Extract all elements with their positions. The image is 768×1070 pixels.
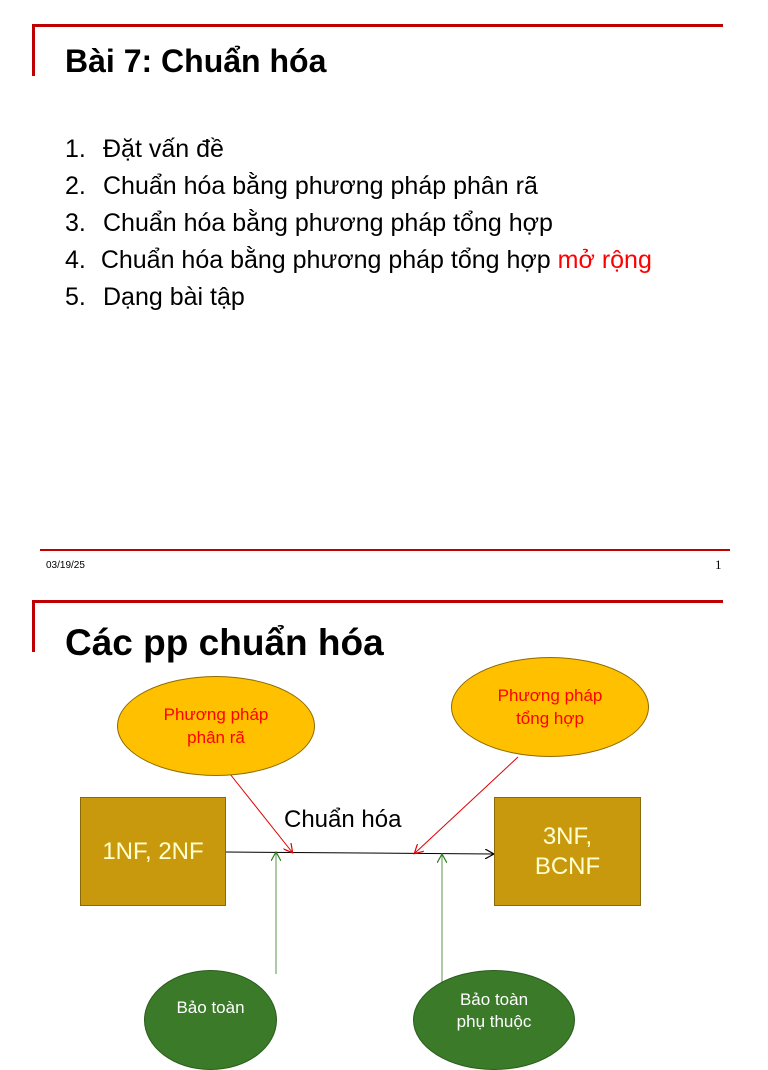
agenda-item bbox=[65, 208, 702, 238]
preserve-right-ellipse bbox=[413, 970, 575, 1070]
agenda-item-text: Chuẩn hóa bằng phương pháp tổng hợp bbox=[100, 246, 551, 274]
preserve-left-line-1: Bảo toàn bbox=[176, 998, 245, 1017]
agenda-item-text: Dạng bài tập bbox=[103, 283, 245, 311]
synthesis-line-1: Phương pháp bbox=[497, 686, 603, 705]
agenda-item bbox=[65, 134, 702, 164]
title-top-rule bbox=[32, 24, 723, 27]
page-number: 1 bbox=[715, 557, 722, 572]
box-3nf-bcnf bbox=[494, 797, 641, 906]
box-3nf-line-2: BCNF bbox=[534, 852, 601, 880]
title-side-rule bbox=[32, 24, 35, 76]
agenda-item-text: Đặt vấn đề bbox=[103, 135, 224, 163]
slide-2 bbox=[0, 582, 768, 1031]
agenda-item bbox=[65, 171, 702, 201]
agenda-item bbox=[65, 282, 702, 312]
agenda-item-number: 3. bbox=[65, 209, 86, 237]
agenda-item-number: 1. bbox=[65, 135, 86, 163]
preserve-right-line-1: Bảo toàn bbox=[459, 990, 529, 1009]
box-1nf-2nf-label: 1NF, 2NF bbox=[102, 837, 204, 865]
agenda-item-highlight: mở rộng bbox=[557, 246, 652, 274]
agenda-item bbox=[65, 245, 702, 275]
agenda-item-text: Chuẩn hóa bằng phương pháp tổng hợp bbox=[103, 209, 553, 237]
box-1nf-2nf bbox=[80, 797, 226, 906]
preserve-right-line-2: phụ thuộc bbox=[456, 1012, 532, 1031]
preserve-left-ellipse bbox=[144, 970, 277, 1070]
agenda-item-number: 2. bbox=[65, 172, 86, 200]
box-3nf-line-1: 3NF, bbox=[542, 822, 593, 850]
footer-rule bbox=[40, 549, 730, 551]
agenda-item-text: Chuẩn hóa bằng phương pháp phân rã bbox=[103, 172, 538, 200]
slide-title: Các pp chuẩn hóa bbox=[65, 622, 384, 663]
footer-date: 03/19/25 bbox=[46, 560, 85, 571]
main-flow-arrow bbox=[226, 852, 493, 854]
agenda-list bbox=[65, 134, 702, 319]
agenda-item-number: 5. bbox=[65, 283, 86, 311]
decompose-line-1: Phương pháp bbox=[163, 705, 269, 724]
synthesis-line-2: tổng hợp bbox=[516, 709, 584, 728]
normalization-label: Chuẩn hóa bbox=[284, 806, 402, 833]
decompose-line-2: phân rã bbox=[187, 728, 245, 747]
synthesis-method-ellipse bbox=[451, 657, 649, 757]
decompose-arrow bbox=[230, 774, 292, 852]
agenda-item-number: 4. bbox=[65, 246, 86, 274]
slide-title: Bài 7: Chuẩn hóa bbox=[65, 43, 327, 79]
decompose-method-ellipse bbox=[117, 676, 315, 776]
